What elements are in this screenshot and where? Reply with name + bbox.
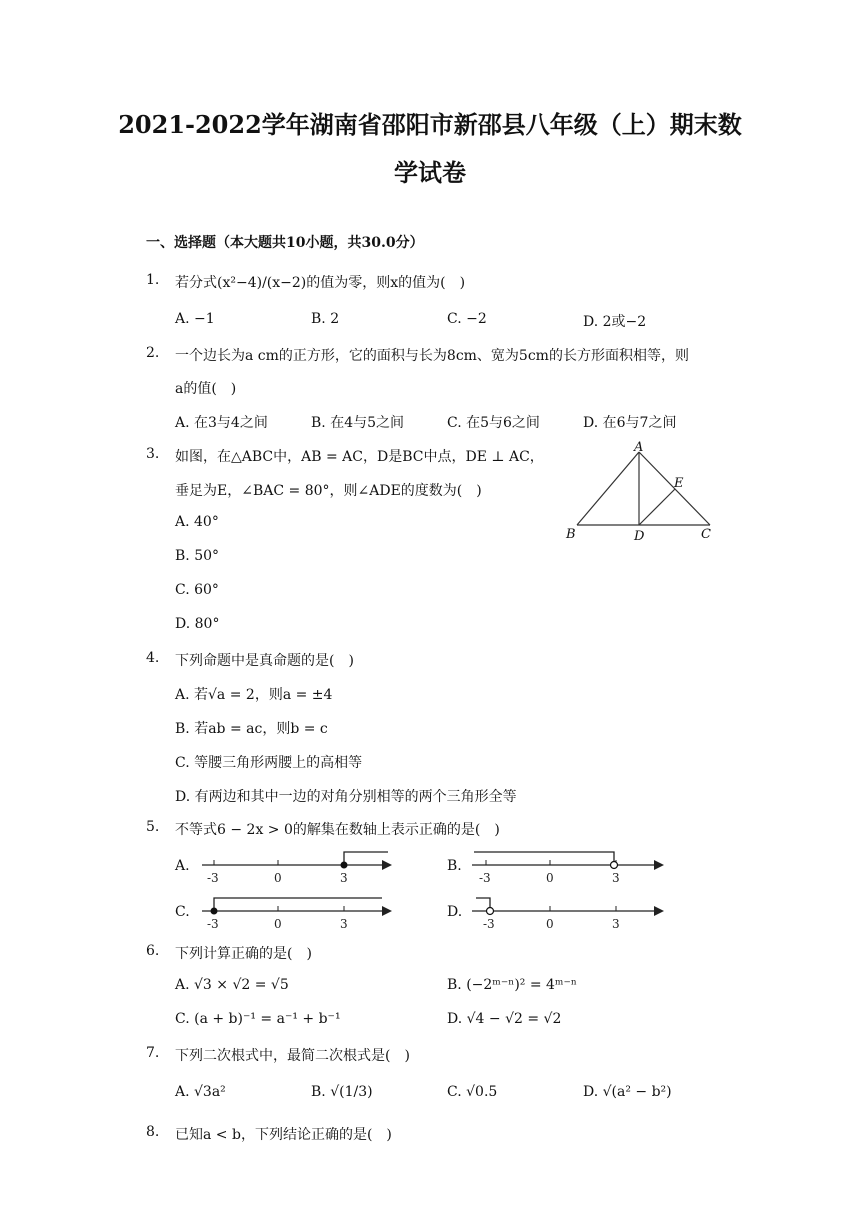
option-d: D. 80° <box>175 616 220 632</box>
tick-label-3: 3 <box>340 871 348 885</box>
question-text: 若分式(x²−4)/(x−2)的值为零，则x的值为( ) <box>175 275 466 291</box>
option-b: B. 在4与5之间 <box>311 415 405 431</box>
option-b: B. <box>447 858 462 874</box>
option-d: D. 在6与7之间 <box>583 415 677 431</box>
question-text: 下列命题中是真命题的是( ) <box>175 653 354 669</box>
tick-label-0: 0 <box>546 917 554 931</box>
option-d: D. 有两边和其中一边的对角分别相等的两个三角形全等 <box>175 789 517 805</box>
option-d: D. 2或−2 <box>583 314 647 330</box>
vertex-label-b: B <box>566 527 576 542</box>
option-a: A. √3a² <box>175 1084 226 1100</box>
question-text: 不等式6 − 2x > 0的解集在数轴上表示正确的是( ) <box>175 822 500 838</box>
question-text-cont: 垂足为E，∠BAC = 80°，则∠ADE的度数为( ) <box>175 483 482 499</box>
option-b: B. (−2ᵐ⁻ⁿ)² = 4ᵐ⁻ⁿ <box>447 977 577 993</box>
tick-label-0: 0 <box>274 917 282 931</box>
option-c: C. −2 <box>447 311 487 327</box>
option-a: A. <box>175 858 190 874</box>
vertex-label-a: A <box>634 440 644 455</box>
option-c: C. √0.5 <box>447 1084 498 1100</box>
vertex-label-d: D <box>634 529 645 544</box>
tick-label-neg3: -3 <box>483 917 495 931</box>
number-line-b <box>468 845 668 887</box>
option-d: D. √4 − √2 = √2 <box>447 1011 562 1027</box>
question-number: 4. <box>146 650 160 666</box>
question-number: 1. <box>146 272 160 288</box>
option-c: C. 在5与6之间 <box>447 415 540 431</box>
question-text: 下列计算正确的是( ) <box>175 946 312 962</box>
page-title-line1: 2021-2022学年湖南省邵阳市新邵县八年级（上）期末数 <box>118 110 742 139</box>
question-number: 6. <box>146 943 160 959</box>
page-title-line2: 学试卷 <box>394 158 466 187</box>
option-c: C. (a + b)⁻¹ = a⁻¹ + b⁻¹ <box>175 1011 341 1027</box>
option-c: C. 等腰三角形两腰上的高相等 <box>175 755 363 771</box>
tick-label-neg3: -3 <box>479 871 491 885</box>
option-b: B. 50° <box>175 548 220 564</box>
tick-label-0: 0 <box>546 871 554 885</box>
question-number: 5. <box>146 819 160 835</box>
option-a: A. 40° <box>175 514 219 530</box>
question-text: 下列二次根式中，最简二次根式是( ) <box>175 1048 410 1064</box>
tick-label-3: 3 <box>612 871 620 885</box>
section-heading: 一、选择题（本大题共10小题，共30.0分） <box>146 235 424 251</box>
option-d: D. <box>447 904 463 920</box>
tick-label-3: 3 <box>340 917 348 931</box>
question-number: 7. <box>146 1045 160 1061</box>
option-a: A. −1 <box>175 311 215 327</box>
option-b: B. 若ab = ac，则b = c <box>175 721 328 737</box>
option-a: A. 若√a = 2，则a = ±4 <box>175 687 333 703</box>
triangle-figure <box>560 440 720 545</box>
question-text: 一个边长为a cm的正方形，它的面积与长为8cm、宽为5cm的长方形面积相等，则 <box>175 348 689 364</box>
option-b: B. √(1/3) <box>311 1084 373 1100</box>
tick-label-0: 0 <box>274 871 282 885</box>
option-d: D. √(a² − b²) <box>583 1084 672 1100</box>
question-text-cont: a的值( ) <box>175 381 237 397</box>
vertex-label-c: C <box>701 527 711 542</box>
vertex-label-e: E <box>674 476 684 491</box>
tick-label-neg3: -3 <box>207 917 219 931</box>
option-b: B. 2 <box>311 311 340 327</box>
question-number: 3. <box>146 446 160 462</box>
option-c: C. <box>175 904 190 920</box>
number-line-d <box>468 891 668 933</box>
question-text: 如图，在△ABC中，AB = AC，D是BC中点，DE ⊥ AC， <box>175 449 544 465</box>
number-line-c <box>196 891 396 933</box>
option-c: C. 60° <box>175 582 219 598</box>
number-line-a <box>196 845 396 887</box>
option-a: A. √3 × √2 = √5 <box>175 977 289 993</box>
tick-label-neg3: -3 <box>207 871 219 885</box>
question-text: 已知a < b，下列结论正确的是( ) <box>175 1127 392 1143</box>
question-number: 2. <box>146 345 160 361</box>
tick-label-3: 3 <box>612 917 620 931</box>
question-number: 8. <box>146 1124 160 1140</box>
option-a: A. 在3与4之间 <box>175 415 268 431</box>
